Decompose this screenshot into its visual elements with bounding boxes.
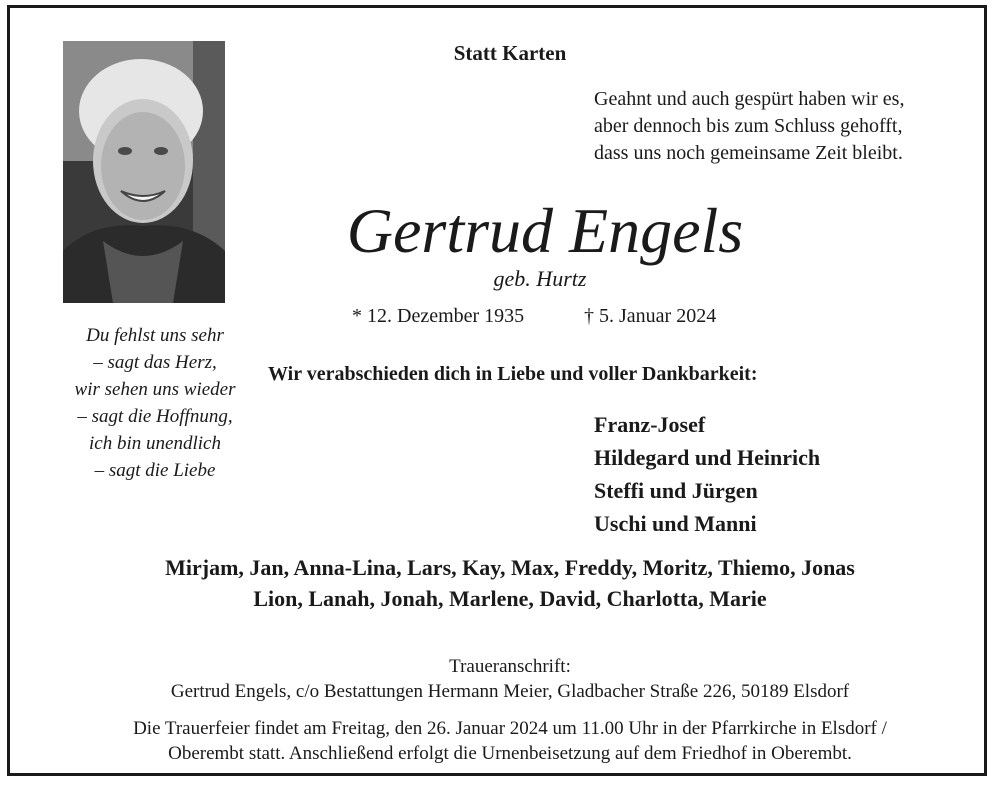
maiden-name: geb. Hurtz — [493, 266, 587, 291]
poem-line: Du fehlst uns sehr — [86, 325, 224, 346]
ceremony-info — [50, 716, 970, 766]
grandchildren — [50, 552, 970, 614]
family-member: Hildegard und Heinrich — [594, 445, 821, 470]
address-label: Traueranschrift: — [449, 656, 571, 677]
deceased-name: Gertrud Engels — [346, 195, 744, 266]
family-list — [594, 408, 954, 540]
death-date: † 5. Januar 2024 — [584, 305, 717, 327]
grandchildren-line: Lion, Lanah, Jonah, Marlene, David, Charlotta, Marie — [253, 586, 767, 611]
family-member: Uschi und Manni — [594, 511, 757, 536]
quote-line: aber dennoch bis zum Schluss gehofft, — [594, 115, 903, 137]
address-line: Gertrud Engels, c/o Bestattungen Hermann Meier, Gladbacher Straße 226, 50189 Elsdorf — [170, 681, 850, 702]
poem-line: – sagt die Liebe — [94, 460, 216, 481]
ceremony-line: Oberembt statt. Anschließend erfolgt die Urnenbeisetzung auf dem Friedhof in Oberembt. — [168, 743, 852, 764]
family-member: Steffi und Jürgen — [594, 478, 758, 503]
quote — [594, 86, 974, 167]
quote-line: dass uns noch gemeinsame Zeit bleibt. — [594, 142, 903, 164]
poem — [50, 322, 260, 484]
poem-line: – sagt die Hoffnung, — [77, 406, 233, 427]
poem-line: ich bin unendlich — [89, 433, 221, 454]
heading: Statt Karten — [453, 41, 567, 65]
portrait-photo-icon — [63, 41, 225, 303]
quote-line: Geahnt und auch gespürt haben wir es, — [594, 88, 905, 110]
obituary-frame — [7, 5, 987, 776]
mourning-address — [50, 654, 970, 704]
ceremony-line: Die Trauerfeier findet am Freitag, den 26. Januar 2024 um 11.00 Uhr in der Pfarrkirche in Elsdorf / — [133, 718, 887, 739]
poem-line: – sagt das Herz, — [93, 352, 217, 373]
poem-line: wir sehen uns wieder — [74, 379, 236, 400]
farewell-line: Wir verabschieden dich in Liebe und voller Dankbarkeit: — [268, 363, 758, 385]
family-member: Franz-Josef — [594, 412, 706, 437]
grandchildren-line: Mirjam, Jan, Anna-Lina, Lars, Kay, Max, Freddy, Moritz, Thiemo, Jonas — [165, 555, 855, 580]
birth-date: * 12. Dezember 1935 — [352, 305, 525, 327]
